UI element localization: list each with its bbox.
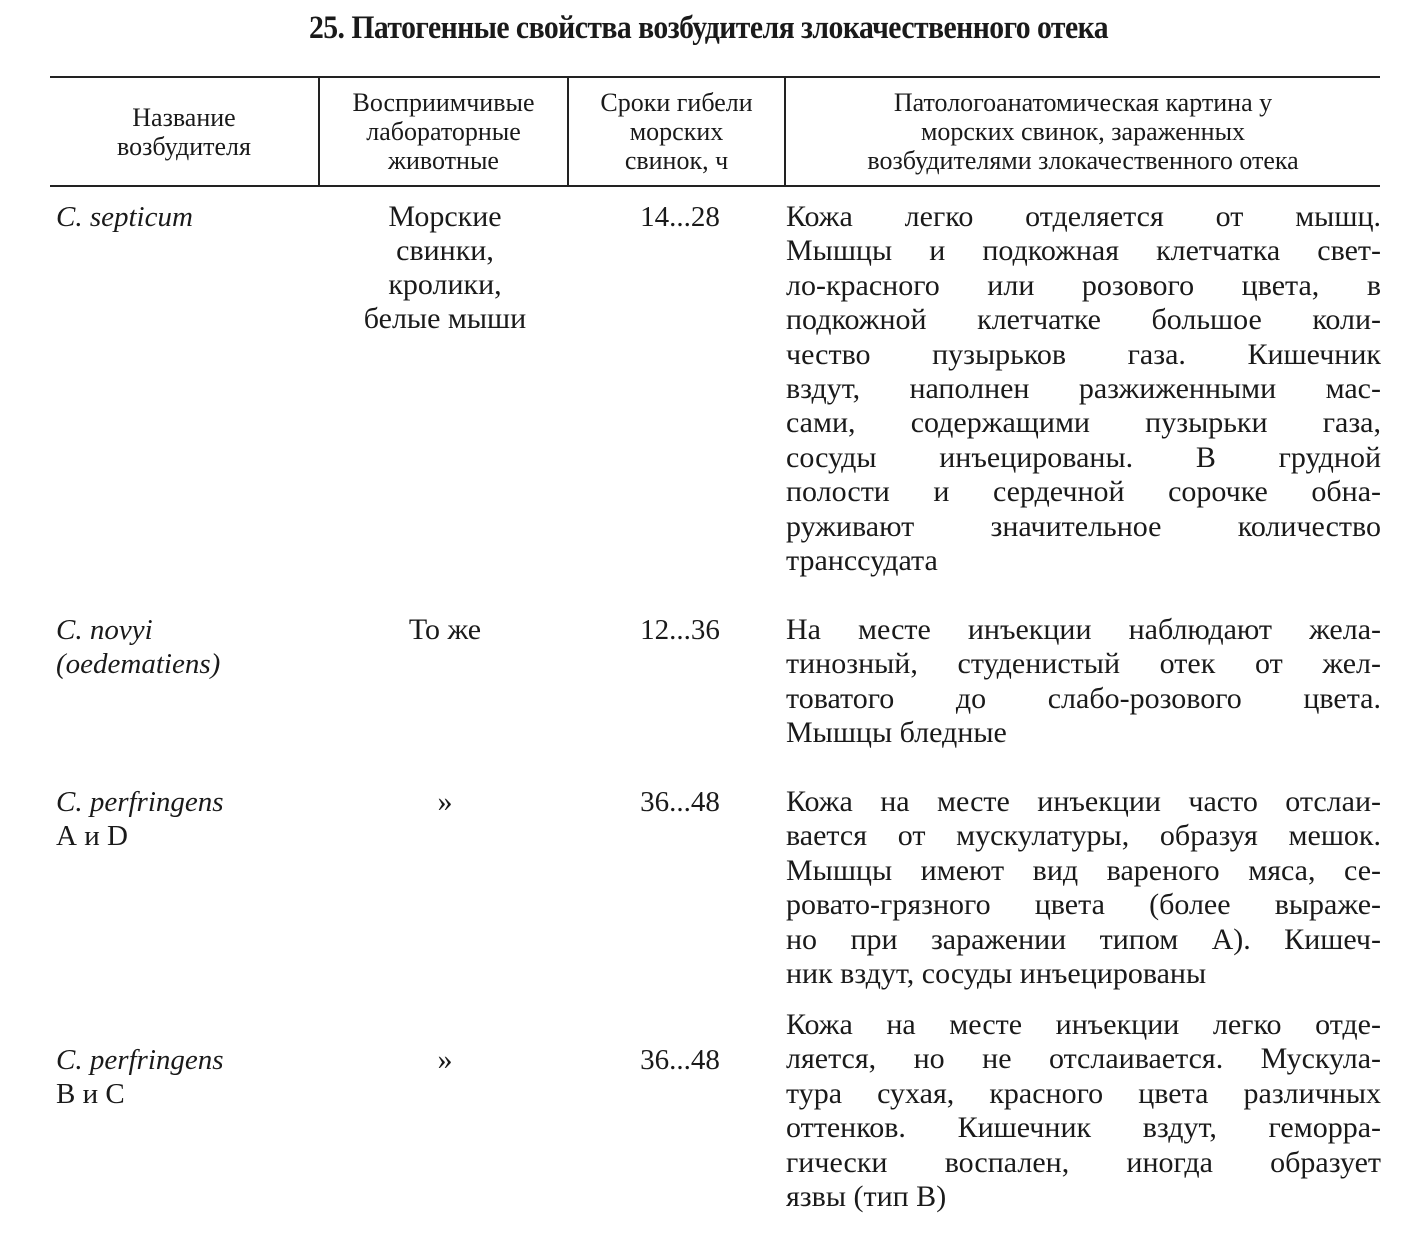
description-line: гически воспален, иногда образует	[786, 1145, 1381, 1179]
description-line: Кожа на месте инъекции легко отде-	[786, 1008, 1381, 1041]
pathogen-name	[56, 785, 224, 853]
description-line: Мышцы и подкожная клетчатка свет-	[786, 234, 1381, 268]
death-time: 36...48	[640, 1044, 720, 1076]
description-line: вздут, наполнен разжиженными мас-	[786, 372, 1381, 406]
pathology-description	[786, 1008, 1381, 1214]
description-line: сами, содержащими пузырьки газа,	[786, 406, 1381, 440]
description-line: сосуды инъецированы. В грудной	[786, 440, 1381, 474]
description-line: тура сухая, красного цвета различных	[786, 1076, 1381, 1110]
description-line: подкожной клетчатке большое коли-	[786, 303, 1381, 337]
header-picture	[786, 78, 1380, 185]
pathogen-name-line: C. perfringens	[56, 1044, 224, 1076]
header-animals	[320, 78, 567, 185]
death-time: 36...48	[640, 786, 720, 818]
description-line: товатого до слабо-розового цвета.	[786, 681, 1381, 715]
description-line: Мышцы имеют вид вареного мяса, се-	[786, 853, 1381, 887]
animals-line: »	[437, 785, 453, 818]
description-line: язвы (тип В)	[786, 1180, 947, 1214]
header-name	[50, 78, 318, 185]
header-picture-line: морских свинок, зараженных	[920, 117, 1246, 146]
animals-line: »	[437, 1043, 453, 1076]
susceptible-animals	[320, 200, 570, 336]
description-line: полости и сердечной сорочке обна-	[786, 475, 1381, 509]
death-time: 12...36	[640, 614, 720, 646]
pathogen-name-line: C. perfringens	[56, 786, 224, 818]
description-line: ло-красного или розового цвета, в	[786, 268, 1381, 302]
description-line: ник вздут, сосуды инъецированы	[786, 957, 1207, 991]
description-line: чество пузырьков газа. Кишечник	[786, 337, 1381, 371]
header-name-line: возбудителя	[117, 131, 251, 161]
animals-line: То же	[408, 613, 482, 646]
pathogen-name-line: В и С	[56, 1078, 125, 1110]
description-line: руживают значительное количество	[786, 509, 1381, 543]
header-time-line: свинок, ч	[624, 146, 729, 175]
death-time: 14...28	[640, 201, 720, 233]
susceptible-animals	[320, 1043, 570, 1077]
description-line: ляется, но не отслаивается. Мускула-	[786, 1042, 1381, 1076]
header-picture-line: возбудителями злокачественного отека	[867, 146, 1299, 175]
pathogen-name	[56, 200, 193, 234]
animals-line: свинки,	[396, 234, 494, 267]
pathology-description	[786, 200, 1381, 578]
pathogen-name	[56, 613, 220, 681]
description-line: Кожа на месте инъекции часто отслаи-	[786, 785, 1381, 818]
description-line: На месте инъекции наблюдают жела-	[786, 613, 1381, 646]
header-animals-line: животные	[388, 146, 499, 175]
description-line: ровато-грязного цвета (более выраже-	[786, 888, 1381, 922]
pathology-description	[786, 785, 1381, 991]
header-time-line: Сроки гибели	[600, 88, 753, 117]
pathogen-name-line: C. novyi	[56, 614, 153, 646]
susceptible-animals	[320, 613, 570, 647]
header-animals-line: Восприимчивые	[352, 88, 535, 117]
description-line: транссудата	[786, 544, 938, 578]
description-line: Мышцы бледные	[786, 716, 1007, 750]
animals-line: Морские	[388, 200, 502, 233]
header-animals-line: лабораторные	[366, 117, 521, 146]
animals-line: белые мыши	[363, 302, 527, 335]
description-line: оттенков. Кишечник вздут, геморра-	[786, 1111, 1381, 1145]
description-line: тинозный, студенистый отек от жел-	[786, 647, 1381, 681]
header-name-line: Название	[132, 102, 236, 132]
description-line: вается от мускулатуры, образуя мешок.	[786, 819, 1381, 853]
animals-line: кролики,	[388, 268, 502, 301]
header-time	[569, 78, 784, 185]
header-time-line: морских	[629, 117, 724, 146]
pathogen-name-line: C. septicum	[56, 201, 193, 233]
header-picture-line: Патологоанатомическая картина у	[893, 88, 1273, 117]
description-line: но при заражении типом А). Кишеч-	[786, 922, 1381, 956]
page-title: 25. Патогенные свойства возбудителя злокачественного отека	[308, 10, 1109, 46]
pathogen-name-line: А и D	[56, 820, 128, 852]
susceptible-animals	[320, 785, 570, 819]
pathology-description	[786, 613, 1381, 751]
description-line: Кожа легко отделяется от мышц.	[786, 200, 1381, 233]
pathogen-name	[56, 1043, 224, 1111]
pathogen-name-line: (oedematiens)	[56, 648, 221, 680]
header-bottom-rule	[50, 185, 1380, 187]
